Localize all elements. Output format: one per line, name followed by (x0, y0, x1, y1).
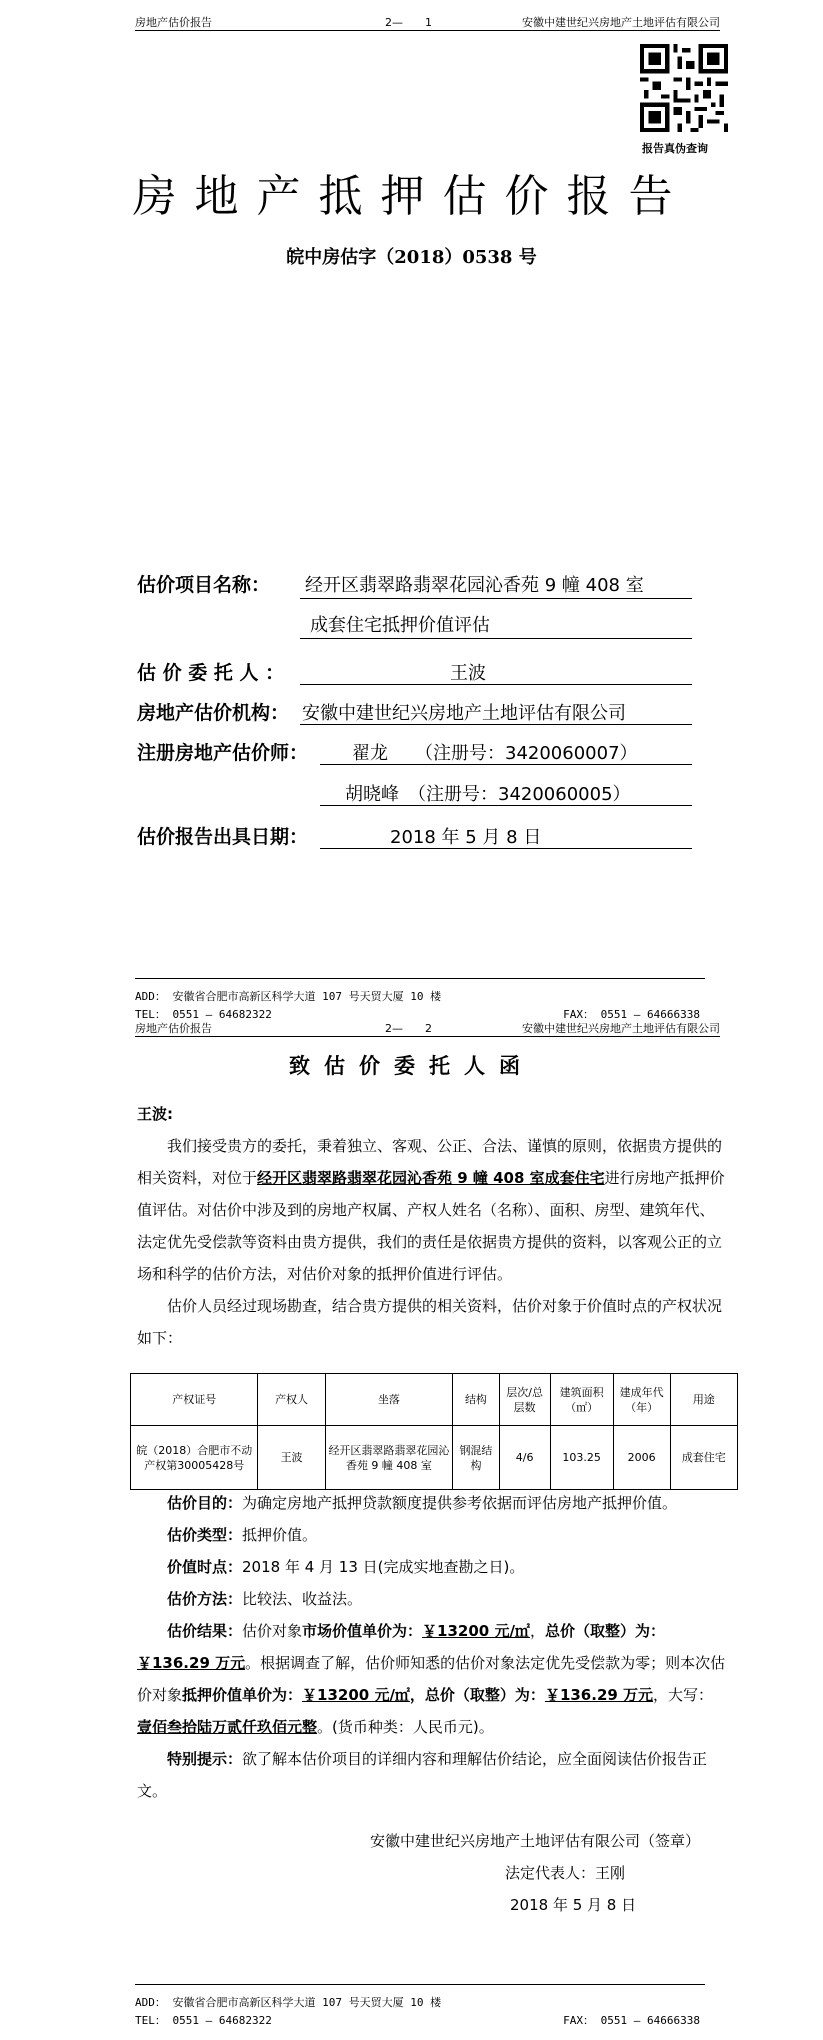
footer-tel: TEL： 0551 — 64682322 (135, 2014, 272, 2027)
header-page-number: 2— 2 (385, 1022, 432, 1035)
purpose-label: 估价目的： (167, 1494, 243, 1512)
project-name-underline1 (300, 598, 692, 599)
org-label: 房地产估价机构： (137, 702, 290, 724)
table-cell: 皖（2018）合肥市不动产权第30005428号 (131, 1426, 258, 1490)
legal-representative: 法定代表人：王刚 (505, 1864, 626, 1882)
header-company: 安徽中建世纪兴房地产土地评估有限公司 (522, 1022, 720, 1035)
appraiser-1: 翟龙 （注册号：3420060007） (352, 743, 638, 764)
report-date: 2018 年 5 月 8 日 (390, 827, 542, 848)
table-header: 坐落 (325, 1374, 452, 1426)
table-cell: 103.25 (550, 1426, 613, 1490)
table-cell: 成套住宅 (670, 1426, 737, 1490)
value-date-text: 2018 年 4 月 13 日(完成实地查勘之日)。 (242, 1558, 525, 1576)
purpose-line (137, 1487, 727, 1519)
special-note-text: 欲了解本估价项目的详细内容和理解估价结论，应全面阅读估价报告正文。 (137, 1750, 708, 1800)
project-name-line2: 成套住宅抵押价值评估 (310, 615, 490, 636)
type-text: 抵押价值。 (242, 1526, 318, 1544)
mortgage-total-label: ，总价（取整）为： (409, 1686, 545, 1704)
table-cell: 经开区翡翠路翡翠花园沁香苑 9 幢 408 室 (325, 1426, 452, 1490)
footer-address: ADD： 安徽省合肥市高新区科学大道 107 号天贸大厦 10 楼 (135, 1996, 442, 2009)
report-title: 房地产抵押估价报告 (132, 171, 691, 222)
property-location: 经开区翡翠路翡翠花园沁香苑 9 幢 408 室成套住宅 (257, 1169, 605, 1187)
special-note-label: 特别提示： (167, 1750, 243, 1768)
appraiser-2-underline (320, 805, 692, 806)
header-company: 安徽中建世纪兴房地产土地评估有限公司 (522, 16, 720, 29)
intro-text-c: 进行房地产抵押价值评估。对估价中涉及到的房地产权属、产权人姓名（名称）、面积、房型、建筑年代、法定优先受偿款等资料由贵方提供，我们的责任是依据贵方提供的资料，以客观公正的立场和科学的估价方法，对估价对象的抵押价值进行评估。 (137, 1169, 725, 1283)
client-underline (300, 684, 692, 685)
table-header: 结构 (453, 1374, 500, 1426)
result-text: ，大写： (653, 1686, 714, 1704)
result-text: 估价对象 (242, 1622, 303, 1640)
type-line (137, 1519, 727, 1551)
value-date-label: 价值时点： (167, 1558, 243, 1576)
mortgage-unit-label: 抵押价值单价为： (182, 1686, 303, 1704)
letter-title: 致估价委托人函 (289, 1053, 534, 1078)
header-left: 房地产估价报告 (135, 16, 212, 29)
appraiser-label: 注册房地产估价师： (137, 742, 309, 764)
footer-fax: FAX： 0551 — 64666338 (563, 2014, 700, 2027)
intro-text-a: 我们接受贵方的委托，秉着独立、客观、公正、合法、谨慎的原则，依据贵方提供的相关资料，对位于 (137, 1137, 723, 1187)
page1-header (135, 12, 720, 31)
mortgage-total-price: ￥136.29 万元 (544, 1686, 654, 1704)
project-name-line1: 经开区翡翠路翡翠花园沁香苑 9 幢 408 室 (305, 575, 644, 596)
type-label: 估价类型： (167, 1526, 243, 1544)
market-total-price: ￥136.29 万元 (137, 1654, 246, 1672)
table-header: 产权证号 (131, 1374, 258, 1426)
report-number: 皖中房估字（2018）0538 号 (286, 247, 537, 268)
qr-caption: 报告真伪查询 (642, 142, 708, 155)
purpose-text: 为确定房地产抵押贷款额度提供参考依据而评估房地产抵押价值。 (242, 1494, 678, 1512)
appraiser-1-underline (320, 764, 692, 765)
appraiser-2: 胡晓峰 （注册号：3420060005） (345, 784, 631, 805)
footer-rule (135, 978, 705, 979)
qr-code-icon (640, 44, 728, 132)
table-header-row (131, 1374, 738, 1426)
special-note (137, 1743, 727, 1807)
market-unit-label: 市场价值单价为： (302, 1622, 423, 1640)
table-cell: 钢混结构 (453, 1426, 500, 1490)
mortgage-unit-price: ￥13200 元/㎡ (302, 1686, 410, 1704)
value-date-line (137, 1551, 727, 1583)
table-header: 建成年代（年） (613, 1374, 670, 1426)
amount-in-words: 壹佰叁拾陆万贰仟玖佰元整 (137, 1718, 318, 1736)
client-name: 王波 (450, 663, 486, 684)
result-text: ， (529, 1622, 545, 1640)
method-text: 比较法、收益法。 (242, 1590, 363, 1608)
org-name: 安徽中建世纪兴房地产土地评估有限公司 (302, 703, 626, 724)
result-text: 。(货币种类：人民币元)。 (317, 1718, 494, 1736)
market-total-label: 总价（取整）为： (544, 1622, 665, 1640)
table-cell: 王波 (258, 1426, 325, 1490)
report-date-underline (320, 848, 692, 849)
footer-rule (135, 1984, 705, 1985)
table-header: 建筑面积（㎡） (550, 1374, 613, 1426)
signature-company: 安徽中建世纪兴房地产土地评估有限公司（签章） (370, 1832, 701, 1850)
paragraph-intro (137, 1130, 727, 1290)
project-name-label: 估价项目名称： (137, 574, 271, 596)
result-label: 估价结果： (167, 1622, 243, 1640)
footer-tel: TEL： 0551 — 64682322 (135, 1008, 272, 1021)
signature-date: 2018 年 5 月 8 日 (510, 1896, 637, 1914)
method-line (137, 1583, 727, 1615)
header-left: 房地产估价报告 (135, 1022, 212, 1035)
report-date-label: 估价报告出具日期： (137, 826, 309, 848)
property-table (130, 1373, 738, 1490)
table-cell: 4/6 (499, 1426, 550, 1490)
market-unit-price: ￥13200 元/㎡ (422, 1622, 530, 1640)
org-underline (300, 724, 692, 725)
table-header: 用途 (670, 1374, 737, 1426)
salutation: 王波: (137, 1105, 173, 1123)
table-header: 产权人 (258, 1374, 325, 1426)
client-label: 估 价 委 托 人 ： (137, 662, 285, 684)
table-row (131, 1426, 738, 1490)
result-paragraph (137, 1615, 727, 1743)
footer-address: ADD： 安徽省合肥市高新区科学大道 107 号天贸大厦 10 楼 (135, 990, 442, 1003)
table-cell: 2006 (613, 1426, 670, 1490)
footer-fax: FAX： 0551 — 64666338 (563, 1008, 700, 1021)
method-label: 估价方法： (167, 1590, 243, 1608)
result-text: 。根据调查了解，估价师知悉的估价对象法定优先受偿款为零；则本次估价对象 (137, 1654, 726, 1704)
project-name-underline2 (300, 638, 692, 639)
table-header: 层次/总层数 (499, 1374, 550, 1426)
header-page-number: 2— 1 (385, 16, 432, 29)
page2-header (135, 1018, 720, 1037)
paragraph-survey: 估价人员经过现场勘查，结合贵方提供的相关资料，估价对象于价值时点的产权状况如下： (137, 1297, 723, 1347)
